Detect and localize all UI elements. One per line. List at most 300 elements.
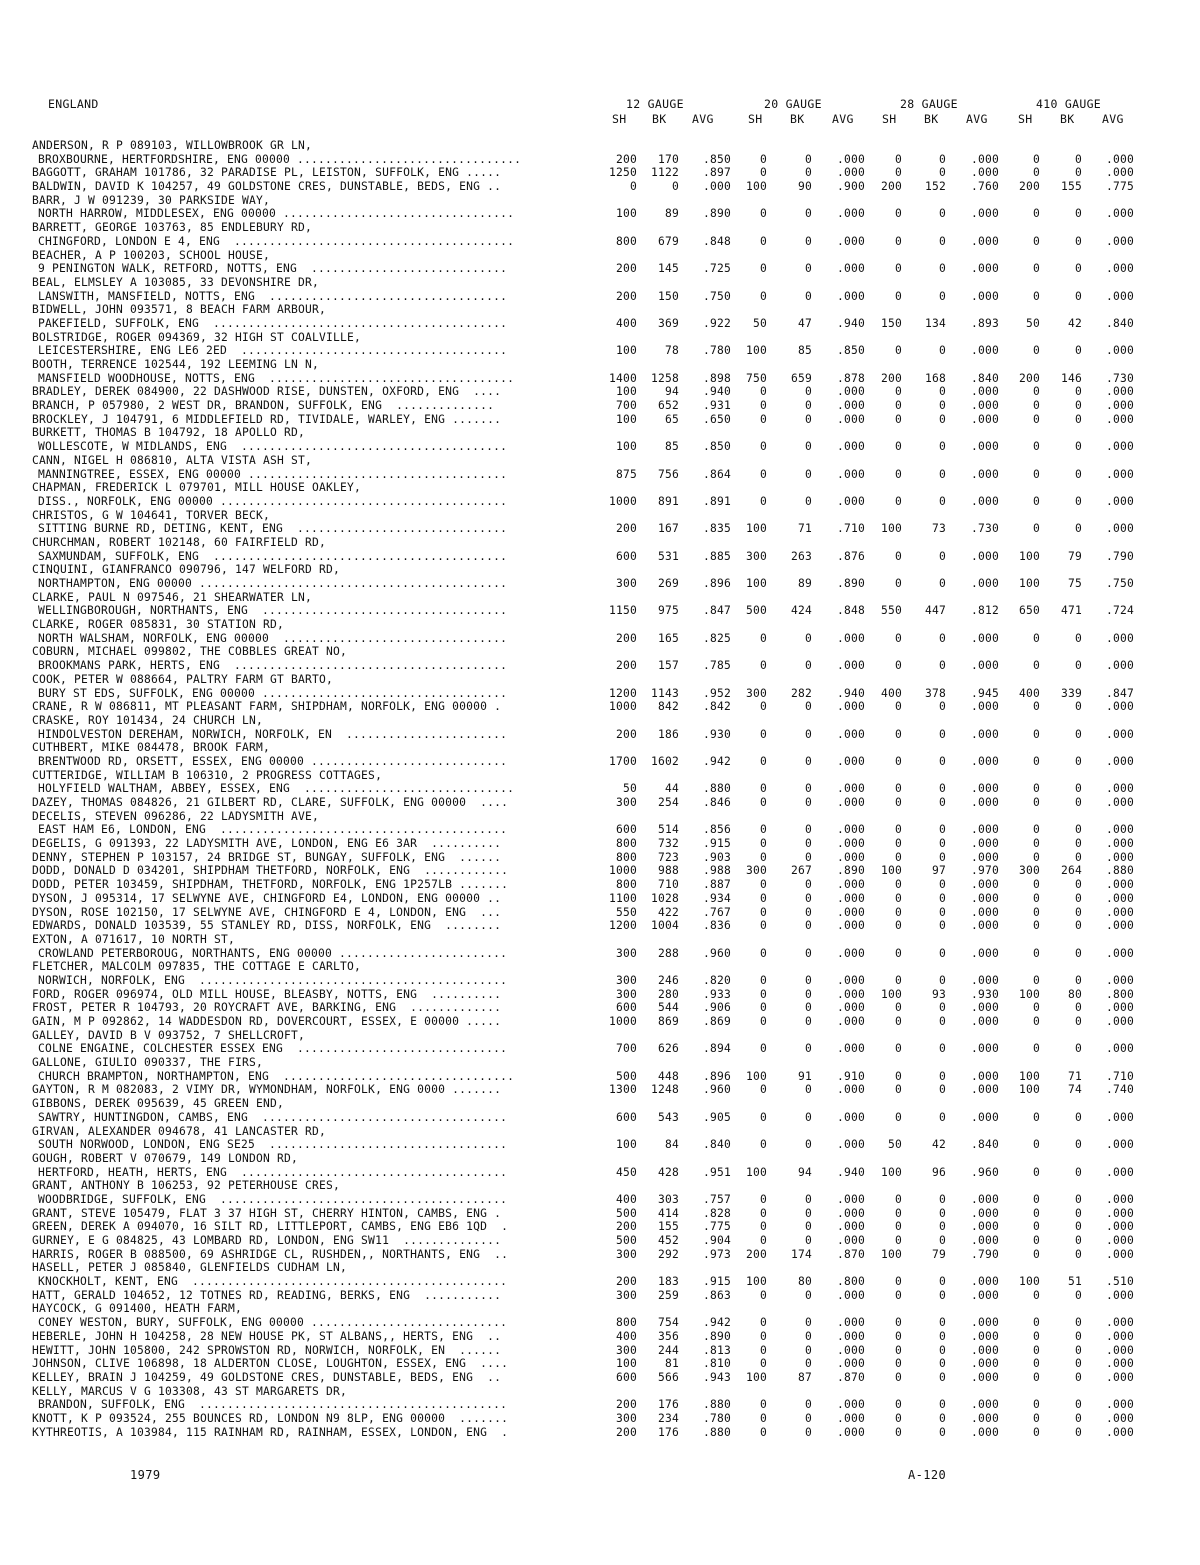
cell-bk-12: 543: [657, 1110, 679, 1124]
cell-avg-12: .856: [702, 823, 731, 837]
shooter-name-address: CHAPMAN, FREDERICK L 079701, MILL HOUSE OAKLEY,: [32, 481, 362, 495]
cell-bk-20: 0: [804, 1357, 812, 1371]
cell-sh-410: 0: [1032, 919, 1040, 933]
cell-bk-20: 0: [804, 973, 812, 987]
cell-bk-28: 0: [938, 973, 946, 987]
cell-sh-28: 0: [894, 1370, 902, 1384]
cell-sh-28: 0: [894, 399, 902, 413]
cell-sh-12: 200: [615, 631, 637, 645]
cell-bk-20: 0: [804, 399, 812, 413]
cell-sh-12: 1400: [608, 371, 637, 385]
cell-bk-410: 79: [1067, 549, 1082, 563]
cell-avg-20: .850: [836, 344, 865, 358]
cell-avg-20: .000: [836, 1220, 865, 1234]
cell-avg-20: .000: [836, 1343, 865, 1357]
table-row: [0, 1029, 1200, 1043]
cell-avg-20: .710: [836, 522, 865, 536]
cell-sh-12: 200: [615, 1275, 637, 1289]
cell-bk-410: 0: [1074, 1288, 1082, 1302]
cell-avg-12: .848: [702, 234, 731, 248]
cell-avg-410: .000: [1105, 796, 1134, 809]
cell-sh-28: 0: [894, 891, 902, 905]
cell-avg-20: .000: [836, 1288, 865, 1302]
shooter-name-address: ANDERSON, R P 089103, WILLOWBROOK GR LN,: [32, 139, 313, 152]
cell-bk-28: 0: [938, 905, 946, 919]
cell-avg-20: .890: [836, 864, 865, 878]
gauge-28-header: 28 GAUGE: [900, 97, 958, 111]
table-row: [0, 1426, 1200, 1440]
shooter-name-address: GALLONE, GIULIO 090337, THE FIRS,: [32, 1056, 264, 1070]
cell-avg-410: .000: [1105, 850, 1134, 864]
cell-bk-12: 842: [657, 700, 679, 714]
cell-avg-20: .000: [836, 631, 865, 645]
cell-avg-410: .000: [1105, 412, 1134, 426]
cell-avg-12: .952: [702, 686, 731, 700]
cell-sh-20: 0: [759, 385, 767, 399]
cell-sh-20: 0: [759, 1234, 767, 1247]
cell-bk-28: 0: [938, 262, 946, 276]
cell-bk-28: 93: [931, 987, 946, 1001]
cell-bk-410: 0: [1074, 1192, 1082, 1206]
cell-sh-410: 0: [1032, 1110, 1040, 1124]
cell-bk-410: 339: [1060, 686, 1082, 700]
cell-sh-20: 0: [759, 782, 767, 796]
cell-avg-28: .000: [970, 1425, 999, 1439]
cell-avg-410: .000: [1105, 700, 1134, 714]
cell-avg-28: .000: [970, 1015, 999, 1028]
cell-bk-20: 0: [804, 796, 812, 809]
cell-bk-20: 0: [804, 1083, 812, 1097]
table-row: [0, 481, 1200, 495]
cell-bk-410: 264: [1060, 864, 1082, 878]
cell-avg-28: .000: [970, 946, 999, 960]
shooter-name-address: GIBBONS, DEREK 095639, 45 GREEN END,: [32, 1097, 285, 1111]
cell-avg-410: .000: [1105, 1138, 1134, 1152]
cell-avg-12: .915: [702, 837, 731, 851]
cell-sh-20: 0: [759, 1357, 767, 1371]
table-row: [0, 645, 1200, 659]
cell-bk-410: 51: [1067, 1275, 1082, 1289]
table-row: [0, 1193, 1200, 1207]
cell-avg-410: .840: [1105, 316, 1134, 330]
cell-sh-12: 800: [615, 1316, 637, 1330]
table-row: [0, 810, 1200, 824]
shooter-name-address: BOLSTRIDGE, ROGER 094369, 32 HIGH ST COALVILLE,: [32, 330, 362, 344]
table-row: [0, 714, 1200, 728]
cell-sh-12: 600: [615, 1110, 637, 1124]
cell-avg-410: .000: [1105, 1370, 1134, 1384]
shooter-name-address: CLARKE, PAUL N 097546, 21 SHEARWATER LN,: [32, 590, 313, 604]
cell-sh-28: 0: [894, 1110, 902, 1124]
cell-sh-12: 100: [615, 1138, 637, 1152]
address-continuation: MANSFIELD WOODHOUSE, NOTTS, ENG ...................................: [38, 371, 515, 385]
cell-bk-28: 0: [938, 837, 946, 851]
cell-bk-28: 0: [938, 1357, 946, 1371]
cell-sh-12: 300: [615, 1288, 637, 1302]
footer-page-number: A-120: [908, 1468, 947, 1482]
cell-bk-12: 1602: [650, 754, 679, 768]
address-continuation: SAXMUNDAM, SUFFOLK, ENG ..........................................: [38, 549, 508, 563]
shooter-name-address: GOUGH, ROBERT V 070679, 149 LONDON RD,: [32, 1151, 299, 1165]
table-row: [0, 988, 1200, 1002]
cell-bk-28: 0: [938, 631, 946, 645]
cell-bk-12: 157: [657, 659, 679, 673]
cell-sh-410: 100: [1018, 1069, 1040, 1083]
cell-bk-410: 0: [1074, 1370, 1082, 1384]
cell-sh-410: 0: [1032, 1220, 1040, 1234]
cell-sh-410: 0: [1032, 262, 1040, 276]
cell-avg-12: .847: [702, 604, 731, 618]
cell-sh-20: 0: [759, 659, 767, 673]
cell-sh-12: 800: [615, 234, 637, 248]
cell-bk-20: 0: [804, 727, 812, 741]
cell-bk-410: 74: [1067, 1083, 1082, 1097]
cell-avg-20: .000: [836, 796, 865, 809]
shooter-name-address: HAYCOCK, G 091400, HEATH FARM,: [32, 1302, 243, 1316]
cell-sh-28: 200: [880, 180, 902, 194]
cell-sh-20: 0: [759, 987, 767, 1001]
cell-avg-20: .000: [836, 1425, 865, 1439]
cell-bk-20: 0: [804, 919, 812, 933]
cell-bk-28: 0: [938, 727, 946, 741]
cell-sh-410: 0: [1032, 823, 1040, 837]
cell-avg-28: .000: [970, 1001, 999, 1015]
cell-sh-12: 600: [615, 1001, 637, 1015]
table-row: [0, 249, 1200, 263]
cell-avg-20: .000: [836, 1316, 865, 1330]
table-row: [0, 1207, 1200, 1221]
cell-sh-28: 0: [894, 850, 902, 864]
address-continuation: CHINGFORD, LONDON E 4, ENG ........................................: [38, 234, 515, 248]
cell-bk-20: 0: [804, 1001, 812, 1015]
cell-bk-28: 0: [938, 1110, 946, 1124]
table-row: [0, 823, 1200, 837]
cell-bk-12: 176: [657, 1425, 679, 1439]
cell-sh-20: 0: [759, 905, 767, 919]
cell-bk-20: 0: [804, 494, 812, 508]
col-bk-28: BK: [924, 112, 939, 126]
cell-avg-12: .864: [702, 467, 731, 481]
cell-sh-12: 700: [615, 1042, 637, 1056]
cell-avg-20: .940: [836, 686, 865, 700]
cell-sh-20: 100: [745, 180, 767, 194]
cell-avg-20: .000: [836, 1138, 865, 1152]
cell-sh-20: 0: [759, 1398, 767, 1412]
shooter-name-address: BROCKLEY, J 104791, 6 MIDDLEFIELD RD, TIVIDALE, WARLEY, ENG .......: [32, 412, 502, 426]
cell-avg-410: .000: [1105, 207, 1134, 221]
cell-sh-410: 0: [1032, 494, 1040, 508]
cell-sh-410: 0: [1032, 1138, 1040, 1152]
cell-bk-410: 0: [1074, 1329, 1082, 1343]
cell-sh-410: 0: [1032, 973, 1040, 987]
shooter-name-address: DECELIS, STEVEN 096286, 22 LADYSMITH AVE,: [32, 809, 320, 823]
cell-sh-28: 0: [894, 919, 902, 933]
cell-bk-20: 0: [804, 262, 812, 276]
shooter-name-address: HASELL, PETER J 085840, GLENFIELDS CUDHAM LN,: [32, 1261, 348, 1275]
cell-avg-12: .650: [702, 412, 731, 426]
cell-sh-28: 0: [894, 754, 902, 768]
cell-bk-410: 0: [1074, 891, 1082, 905]
table-row: [0, 700, 1200, 714]
table-row: [0, 591, 1200, 605]
cell-avg-20: .940: [836, 1165, 865, 1179]
cell-bk-410: 0: [1074, 1110, 1082, 1124]
cell-avg-20: .000: [836, 1042, 865, 1056]
cell-avg-12: .898: [702, 371, 731, 385]
cell-sh-20: 0: [759, 289, 767, 303]
cell-avg-28: .760: [970, 180, 999, 194]
cell-bk-20: 267: [790, 864, 812, 878]
cell-sh-410: 400: [1018, 686, 1040, 700]
cell-sh-20: 100: [745, 577, 767, 590]
cell-bk-12: 723: [657, 850, 679, 864]
cell-sh-12: 200: [615, 152, 637, 166]
region-title: ENGLAND: [48, 97, 99, 111]
shooter-name-address: FROST, PETER R 104793, 20 ROYCRAFT AVE, BARKING, ENG .............: [32, 1001, 502, 1015]
cell-bk-28: 378: [924, 686, 946, 700]
cell-bk-12: 170: [657, 152, 679, 166]
cell-sh-28: 0: [894, 412, 902, 426]
cell-sh-28: 0: [894, 1015, 902, 1028]
cell-avg-410: .000: [1105, 1343, 1134, 1357]
cell-avg-410: .000: [1105, 659, 1134, 673]
cell-avg-410: .000: [1105, 1411, 1134, 1425]
cell-avg-12: .810: [702, 1357, 731, 1371]
cell-avg-410: .710: [1105, 1069, 1134, 1083]
cell-avg-20: .000: [836, 1234, 865, 1247]
cell-bk-28: 0: [938, 1398, 946, 1412]
cell-bk-12: 988: [657, 864, 679, 878]
cell-bk-20: 0: [804, 207, 812, 221]
cell-avg-12: .922: [702, 316, 731, 330]
shooter-name-address: BALDWIN, DAVID K 104257, 49 GOLDSTONE CRES, DUNSTABLE, BEDS, ENG ..: [32, 180, 502, 194]
cell-sh-28: 0: [894, 1234, 902, 1247]
cell-bk-28: 0: [938, 549, 946, 563]
cell-avg-12: .757: [702, 1192, 731, 1206]
cell-sh-410: 100: [1018, 987, 1040, 1001]
cell-sh-410: 0: [1032, 1370, 1040, 1384]
cell-avg-28: .000: [970, 467, 999, 481]
cell-avg-28: .840: [970, 1138, 999, 1152]
cell-bk-410: 42: [1067, 316, 1082, 330]
cell-avg-12: .820: [702, 973, 731, 987]
cell-sh-28: 0: [894, 440, 902, 454]
cell-avg-12: .904: [702, 1234, 731, 1247]
cell-avg-28: .000: [970, 1083, 999, 1097]
cell-bk-410: 0: [1074, 1001, 1082, 1015]
cell-bk-410: 0: [1074, 631, 1082, 645]
cell-avg-28: .000: [970, 837, 999, 851]
cell-bk-20: 80: [797, 1275, 812, 1289]
cell-bk-410: 0: [1074, 837, 1082, 851]
cell-avg-20: .000: [836, 1411, 865, 1425]
cell-sh-28: 0: [894, 234, 902, 248]
cell-bk-28: 0: [938, 289, 946, 303]
cell-sh-410: 0: [1032, 234, 1040, 248]
cell-sh-12: 875: [615, 467, 637, 481]
table-row: [0, 221, 1200, 235]
cell-bk-12: 0: [671, 180, 679, 194]
cell-sh-410: 0: [1032, 946, 1040, 960]
cell-sh-28: 100: [880, 987, 902, 1001]
cell-avg-28: .730: [970, 522, 999, 536]
cell-avg-410: .740: [1105, 1083, 1134, 1097]
shooter-name-address: KELLEY, BRAIN J 104259, 49 GOLDSTONE CRES, DUNSTABLE, BEDS, ENG ..: [32, 1370, 502, 1384]
cell-avg-410: .000: [1105, 152, 1134, 166]
cell-bk-20: 263: [790, 549, 812, 563]
cell-bk-28: 0: [938, 344, 946, 358]
cell-sh-12: 200: [615, 289, 637, 303]
cell-avg-20: .000: [836, 973, 865, 987]
address-continuation: WOLLESCOTE, W MIDLANDS, ENG ......................................: [38, 440, 508, 454]
table-row: [0, 960, 1200, 974]
shooter-name-address: BAGGOTT, GRAHAM 101786, 32 PARADISE PL, LEISTON, SUFFOLK, ENG .....: [32, 166, 502, 180]
cell-bk-28: 0: [938, 1083, 946, 1097]
cell-sh-410: 0: [1032, 412, 1040, 426]
cell-bk-12: 891: [657, 494, 679, 508]
cell-avg-28: .790: [970, 1247, 999, 1261]
cell-avg-12: .896: [702, 1069, 731, 1083]
cell-sh-12: 100: [615, 440, 637, 454]
cell-avg-28: .000: [970, 1329, 999, 1343]
cell-avg-410: .775: [1105, 180, 1134, 194]
cell-avg-410: .000: [1105, 385, 1134, 399]
cell-bk-20: 174: [790, 1247, 812, 1261]
cell-avg-12: .905: [702, 1110, 731, 1124]
cell-sh-28: 0: [894, 1357, 902, 1371]
cell-avg-12: .915: [702, 1275, 731, 1289]
cell-avg-28: .000: [970, 289, 999, 303]
cell-bk-410: 0: [1074, 782, 1082, 796]
table-row: [0, 495, 1200, 509]
table-row: [0, 906, 1200, 920]
cell-avg-410: .847: [1105, 686, 1134, 700]
cell-avg-410: .000: [1105, 1398, 1134, 1412]
cell-bk-28: 447: [924, 604, 946, 618]
cell-avg-12: .940: [702, 385, 731, 399]
cell-sh-28: 0: [894, 878, 902, 892]
cell-bk-410: 0: [1074, 1042, 1082, 1056]
shooter-name-address: GRANT, STEVE 105479, FLAT 3 37 HIGH ST, CHERRY HINTON, CAMBS, ENG .: [32, 1206, 502, 1220]
table-row: [0, 878, 1200, 892]
address-continuation: NORTH WALSHAM, NORFOLK, ENG 00000 ................................: [38, 631, 508, 645]
cell-bk-20: 85: [797, 344, 812, 358]
cell-bk-20: 0: [804, 878, 812, 892]
cell-sh-20: 0: [759, 837, 767, 851]
address-continuation: WELLINGBOROUGH, NORTHANTS, ENG ...................................: [38, 604, 508, 618]
cell-sh-12: 200: [615, 727, 637, 741]
cell-bk-20: 0: [804, 905, 812, 919]
cell-avg-12: .825: [702, 631, 731, 645]
table-row: [0, 344, 1200, 358]
table-row: [0, 536, 1200, 550]
cell-sh-410: 100: [1018, 1275, 1040, 1289]
cell-bk-20: 0: [804, 700, 812, 714]
cell-sh-410: 0: [1032, 385, 1040, 399]
cell-sh-28: 0: [894, 577, 902, 590]
cell-avg-410: .000: [1105, 1042, 1134, 1056]
col-avg-12: AVG: [692, 112, 714, 126]
cell-avg-28: .000: [970, 796, 999, 809]
cell-bk-20: 0: [804, 631, 812, 645]
cell-bk-28: 0: [938, 919, 946, 933]
cell-bk-20: 0: [804, 1288, 812, 1302]
cell-sh-410: 0: [1032, 1015, 1040, 1028]
cell-sh-28: 0: [894, 152, 902, 166]
cell-avg-20: .000: [836, 987, 865, 1001]
cell-bk-20: 0: [804, 1411, 812, 1425]
cell-avg-28: .000: [970, 1042, 999, 1056]
cell-sh-410: 0: [1032, 782, 1040, 796]
cell-avg-20: .910: [836, 1069, 865, 1083]
cell-bk-410: 0: [1074, 494, 1082, 508]
cell-avg-20: .890: [836, 577, 865, 590]
cell-avg-20: .000: [836, 905, 865, 919]
cell-bk-28: 0: [938, 1069, 946, 1083]
cell-avg-28: .893: [970, 316, 999, 330]
cell-bk-410: 0: [1074, 234, 1082, 248]
cell-bk-28: 0: [938, 166, 946, 180]
shooter-name-address: GURNEY, E G 084825, 43 LOMBARD RD, LONDON, ENG SW11 ..............: [32, 1234, 502, 1247]
cell-sh-20: 0: [759, 494, 767, 508]
cell-bk-12: 869: [657, 1015, 679, 1028]
shooter-records: [0, 139, 1200, 1439]
cell-avg-410: .000: [1105, 823, 1134, 837]
cell-avg-20: .878: [836, 371, 865, 385]
address-continuation: DISS., NORFOLK, ENG 00000 .........................................: [38, 494, 508, 508]
address-continuation: EAST HAM E6, LONDON, ENG .........................................: [38, 823, 508, 837]
shooter-name-address: BARRETT, GEORGE 103763, 85 ENDLEBURY RD,: [32, 221, 313, 235]
cell-avg-410: .000: [1105, 494, 1134, 508]
cell-bk-12: 754: [657, 1316, 679, 1330]
cell-avg-20: .870: [836, 1370, 865, 1384]
cell-bk-20: 0: [804, 289, 812, 303]
table-row: [0, 426, 1200, 440]
cell-bk-12: 710: [657, 878, 679, 892]
cell-avg-20: .000: [836, 754, 865, 768]
cell-bk-20: 0: [804, 987, 812, 1001]
table-row: [0, 1385, 1200, 1399]
cell-sh-20: 0: [759, 754, 767, 768]
cell-sh-28: 0: [894, 1411, 902, 1425]
cell-avg-410: .880: [1105, 864, 1134, 878]
shooter-name-address: HATT, GERALD 104652, 12 TOTNES RD, READING, BERKS, ENG ...........: [32, 1288, 502, 1302]
cell-sh-12: 1200: [608, 686, 637, 700]
cell-bk-12: 566: [657, 1370, 679, 1384]
table-row: [0, 974, 1200, 988]
cell-avg-410: .000: [1105, 782, 1134, 796]
cell-avg-12: .846: [702, 796, 731, 809]
cell-sh-12: 600: [615, 549, 637, 563]
cell-sh-12: 1000: [608, 700, 637, 714]
cell-bk-12: 155: [657, 1220, 679, 1234]
cell-sh-12: 1700: [608, 754, 637, 768]
cell-sh-410: 100: [1018, 577, 1040, 590]
cell-avg-12: .842: [702, 700, 731, 714]
address-continuation: CHURCH BRAMPTON, NORTHAMPTON, ENG .................................: [38, 1069, 515, 1083]
table-row: [0, 1111, 1200, 1125]
cell-sh-28: 100: [880, 864, 902, 878]
gauge-410-header: 410 GAUGE: [1036, 97, 1102, 111]
cell-sh-410: 0: [1032, 631, 1040, 645]
cell-avg-28: .000: [970, 385, 999, 399]
table-row: [0, 782, 1200, 796]
cell-avg-20: .000: [836, 946, 865, 960]
table-row: [0, 673, 1200, 687]
cell-bk-12: 165: [657, 631, 679, 645]
cell-bk-12: 176: [657, 1398, 679, 1412]
cell-avg-20: .000: [836, 837, 865, 851]
